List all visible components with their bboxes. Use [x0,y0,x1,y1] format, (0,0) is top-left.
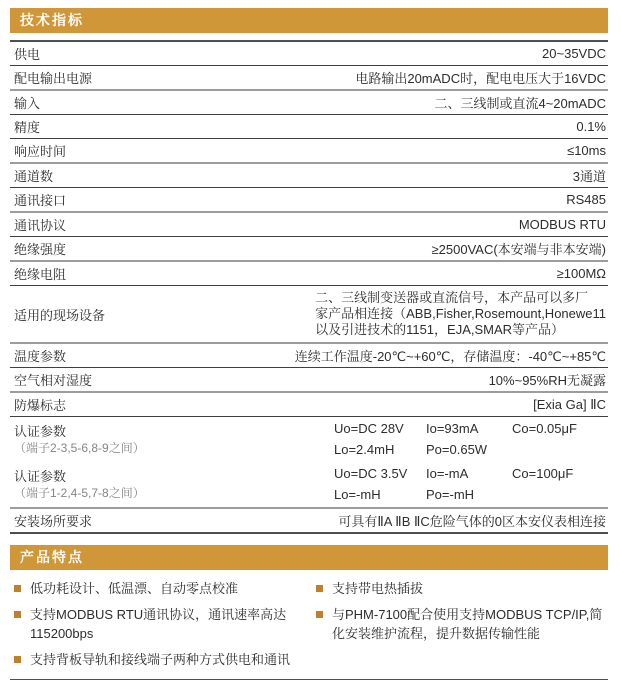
table-row [10,285,608,342]
spec-value: ≤10ms [567,143,606,158]
table-row [10,114,608,138]
cert-value: Co=100μF [512,466,574,481]
spec-sublabel: （端子1-2,4-5,7-8之间） [14,486,145,500]
cert-values [145,466,606,503]
table-row [10,462,608,507]
spec-label: 响应时间 [14,144,67,159]
feature-text: 支持MODBUS RTU通讯协议，通讯速率高达 115200bps [30,607,287,641]
table-row [10,342,608,367]
spec-label: 通讯协议 [14,218,67,233]
spec-label: 配电输出电源 [14,71,93,86]
features-list [10,570,608,676]
cert-value [512,442,592,458]
spec-label: 空气相对湿度 [14,373,93,388]
datasheet-page [10,8,608,680]
spec-value: 二、三线制或直流4~20mADC [434,96,606,111]
features-col-2 [316,579,608,676]
spec-label: 通讯接口 [14,193,67,208]
spec-value: MODBUS RTU [518,217,606,232]
table-row [10,367,608,391]
table-row [10,416,608,462]
list-item [14,579,316,598]
list-item [14,605,316,643]
section-header-features [10,545,608,570]
spec-value: 0.1% [576,119,606,134]
spec-value: 可具有ⅡA ⅡB ⅡC危险气体的0区本安仪表相连接 [338,514,606,529]
bullet-square-icon [316,611,323,618]
feature-text: 与PHM-7100配合使用支持MODBUS TCP/IP,简 化安装维护流程，提升数据传输性能 [332,607,603,641]
table-row [10,187,608,211]
spec-value: [Exia Ga] ⅡC [533,396,606,412]
table-row [10,260,608,285]
cert-value: Io=-mA [426,466,469,481]
table-row [10,89,608,114]
bullet-square-icon [14,611,21,618]
spec-label: 防爆标志 [14,398,67,413]
spec-table [10,40,608,534]
bullet-square-icon [14,656,21,663]
table-row [10,42,608,65]
table-row [10,236,608,260]
cert-value: Io=93mA [426,421,479,436]
cert-value: Lo=2.4mH [334,442,395,457]
cert-value: Uo=DC 28V [334,421,404,436]
cert-value: Co=0.05μF [512,421,577,436]
feature-text: 低功耗设计、低温漂、自动零点校准 [30,581,239,596]
spec-value: 20~35VDC [542,46,606,61]
cert-value [512,487,592,503]
spec-label: 认证参数 （端子1-2,4-5,7-8之间） [14,469,145,500]
section-title-tech-specs: 技术指标 [20,12,84,28]
table-row [10,507,608,532]
spec-value: ≥2500VAC(本安端与非本安端) [431,242,606,257]
spec-value: 连续工作温度-20℃~+60℃，存储温度：-40℃~+85℃ [294,349,606,364]
list-item [316,579,608,598]
features-col-1 [14,579,316,676]
spec-label: 温度参数 [14,349,67,364]
spec-value: 二、三线制变送器或直流信号，本产品可以多厂 家产品相连接（ABB,Fisher,Rosemount,Honewe11 以及引进技术的1151，EJA,SMAR等产品） [315,290,606,337]
table-row [10,391,608,416]
cert-value: Po=0.65W [426,442,488,457]
cert-value: Uo=DC 3.5V [334,466,408,481]
spec-value: RS485 [566,192,606,207]
spec-label: 绝缘强度 [14,242,67,257]
spec-label: 精度 [14,120,41,135]
spec-value: 3通道 [572,169,606,184]
table-row [10,162,608,187]
list-item [14,650,316,669]
table-row [10,65,608,89]
spec-label: 通道数 [14,169,54,184]
bullet-square-icon [14,585,21,592]
cert-value: Lo=-mH [334,487,381,502]
list-item [316,605,608,643]
cert-value: Po=-mH [426,487,475,502]
spec-label: 安装场所要求 [14,514,93,529]
spec-label: 供电 [14,47,41,62]
spec-value: ≥100MΩ [556,266,606,281]
spec-sublabel: （端子2-3,5-6,8-9之间） [14,441,145,455]
table-row [10,138,608,162]
spec-label: 适用的现场设备 [14,307,106,323]
bullet-square-icon [316,585,323,592]
cert-values [145,421,606,458]
section-header-tech-specs [10,8,608,33]
spec-label: 认证参数 （端子2-3,5-6,8-9之间） [14,424,145,455]
spec-value: 电路输出20mADC时，配电电压大于16VDC [355,71,606,86]
feature-text: 支持带电热插拔 [332,581,424,596]
table-row [10,211,608,236]
spec-label: 绝缘电阻 [14,267,67,282]
spec-label: 输入 [14,96,41,111]
feature-text: 支持背板导轨和接线端子两种方式供电和通讯 [30,652,291,667]
section-title-features: 产品特点 [20,549,84,565]
spec-value: 10%~95%RH无凝露 [488,373,606,388]
